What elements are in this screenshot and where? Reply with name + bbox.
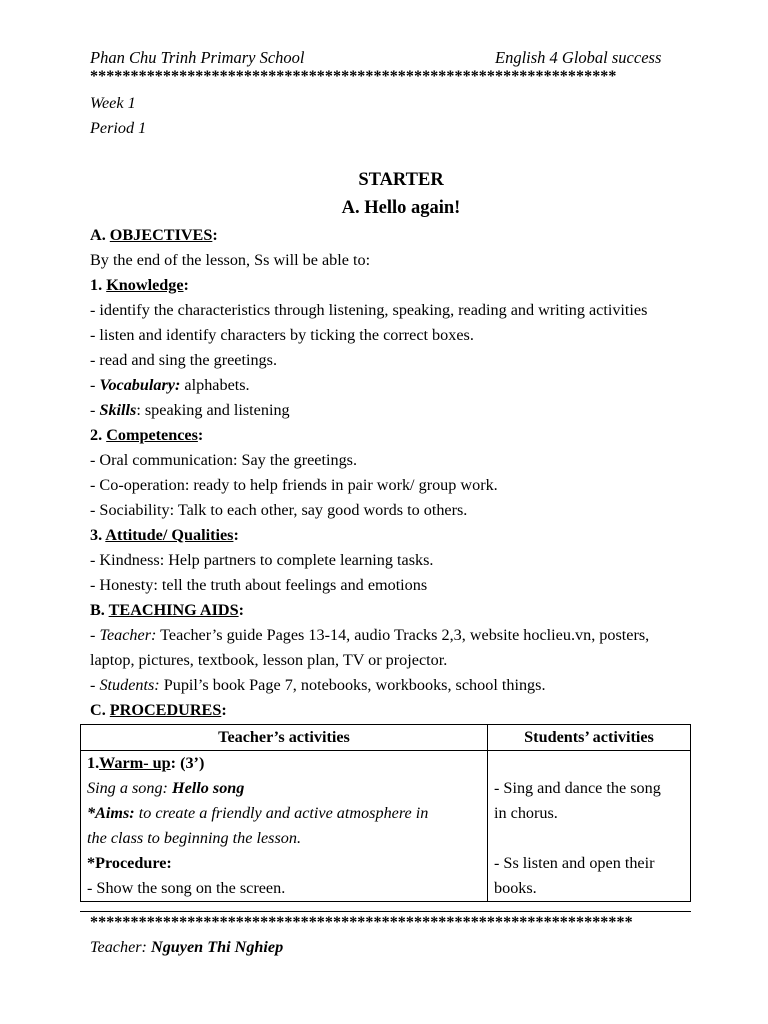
- header-star-divider: *****************************************************************: [90, 68, 617, 85]
- teacher-activities-header: Teacher’s activities: [81, 725, 488, 751]
- week-label: Week 1: [90, 94, 136, 112]
- attitude-item: - Kindness: Help partners to complete learning tasks.: [90, 551, 434, 569]
- competences-heading: 2. Competences:: [90, 426, 204, 444]
- teacher-aids: - Teacher: Teacher’s guide Pages 13-14, audio Tracks 2,3, website hoclieu.vn, posters,: [90, 626, 650, 644]
- student-aids: - Students: Pupil’s book Page 7, notebooks, workbooks, school things.: [90, 676, 546, 694]
- procedure-label: *Procedure:: [87, 854, 172, 872]
- attitude-item: - Honesty: tell the truth about feelings and emotions: [90, 576, 428, 594]
- footer-rule: [80, 911, 691, 912]
- footer-teacher: Teacher: Nguyen Thi Nghiep: [90, 938, 284, 956]
- student-activity: - Ss listen and open their: [494, 854, 655, 872]
- competence-item: - Co-operation: ready to help friends in pair work/ group work.: [90, 476, 498, 494]
- procedures-table: [80, 724, 691, 902]
- teacher-activities-cell: [81, 751, 488, 902]
- aims-line: *Aims: to create a friendly and active atmosphere in: [87, 804, 429, 822]
- students-activities-cell: [488, 751, 691, 902]
- table-row: [81, 751, 691, 902]
- knowledge-item: - listen and identify characters by ticking the correct boxes.: [90, 326, 474, 344]
- period-label: Period 1: [90, 119, 147, 137]
- attitude-heading: 3. Attitude/ Qualities:: [90, 526, 239, 544]
- table-header-row: [81, 725, 691, 751]
- school-name: Phan Chu Trinh Primary School: [90, 48, 305, 67]
- footer-star-divider: *******************************************************************: [90, 914, 633, 931]
- knowledge-item: - read and sing the greetings.: [90, 351, 277, 369]
- students-activities-header: Students’ activities: [488, 725, 691, 751]
- song-line: Sing a song: Hello song: [87, 779, 245, 797]
- student-activity-continued: in chorus.: [494, 804, 558, 822]
- skills-item: - Skills: speaking and listening: [90, 401, 290, 419]
- procedures-heading: C. PROCEDURES:: [90, 701, 227, 719]
- objectives-intro: By the end of the lesson, Ss will be able to:: [90, 251, 371, 269]
- lesson-title: A. Hello again!: [341, 198, 461, 218]
- objectives-heading: A. OBJECTIVES:: [90, 226, 218, 244]
- teacher-aids-continued: laptop, pictures, textbook, lesson plan, TV or projector.: [90, 651, 448, 669]
- vocabulary-item: - Vocabulary: alphabets.: [90, 376, 250, 394]
- competence-item: - Sociability: Talk to each other, say good words to others.: [90, 501, 468, 519]
- student-activity-continued: books.: [494, 879, 537, 897]
- procedure-step: - Show the song on the screen.: [87, 879, 286, 897]
- teaching-aids-heading: B. TEACHING AIDS:: [90, 601, 244, 619]
- warmup-heading: 1.Warm- up: (3’): [87, 754, 205, 772]
- knowledge-item: - identify the characteristics through listening, speaking, reading and writing activities: [90, 301, 648, 319]
- student-activity: - Sing and dance the song: [494, 779, 661, 797]
- knowledge-heading: 1. Knowledge:: [90, 276, 189, 294]
- course-name: English 4 Global success: [495, 48, 662, 67]
- competence-item: - Oral communication: Say the greetings.: [90, 451, 358, 469]
- aims-line-continued: the class to beginning the lesson.: [87, 829, 302, 847]
- unit-title: STARTER: [358, 170, 444, 190]
